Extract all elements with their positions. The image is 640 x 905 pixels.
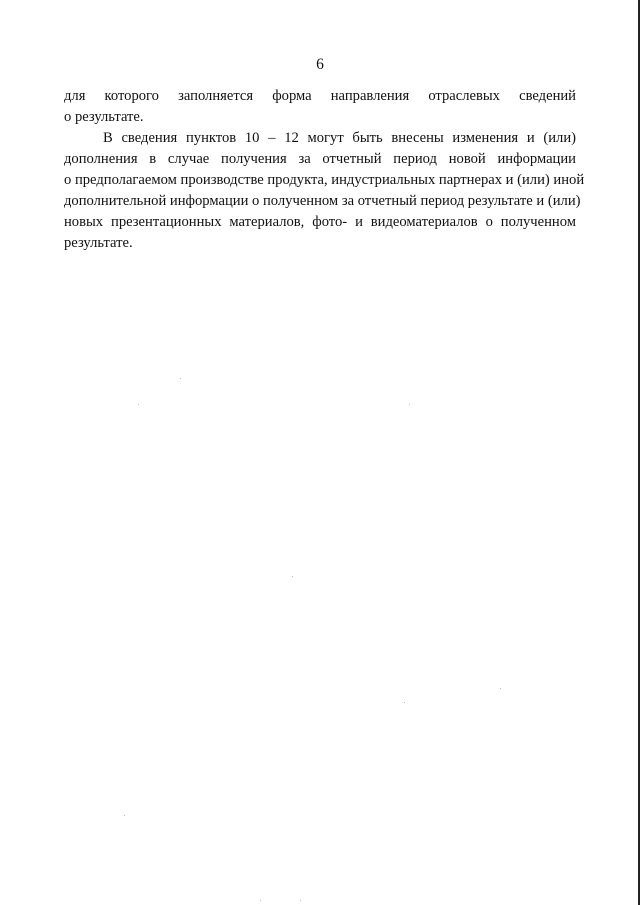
paragraph-2-line-1: В сведения пунктов 10 – 12 могут быть внесены изменения и (или)	[103, 130, 576, 146]
scan-speck	[260, 900, 261, 901]
paragraph-2-line-3: о предполагаемом производстве продукта, индустриальных партнерах и (или) иной	[64, 172, 585, 188]
scan-speck	[180, 378, 181, 379]
scan-speck	[138, 404, 139, 405]
scan-speck	[500, 688, 501, 689]
scan-speck	[404, 702, 405, 703]
paragraph-2-line-4: дополнительной информации о полученном за отчетный период результате и (или)	[64, 193, 581, 209]
paragraph-2-line-2: дополнения в случае получения за отчетный период новой информации	[64, 151, 576, 167]
paragraph-2-line-6: результате.	[64, 235, 133, 251]
scan-speck	[409, 404, 410, 405]
paragraph-2-line-5: новых презентационных материалов, фото- и видеоматериалов о полученном	[64, 214, 576, 230]
scan-speck	[300, 900, 301, 901]
scan-speck	[292, 576, 293, 577]
page-number: 6	[316, 56, 324, 73]
paragraph-1-line-2: о результате.	[64, 109, 144, 125]
scan-speck	[124, 815, 125, 816]
body-text	[64, 86, 585, 254]
paragraph-1-line-1: для которого заполняется форма направления отраслевых сведений	[64, 88, 576, 104]
